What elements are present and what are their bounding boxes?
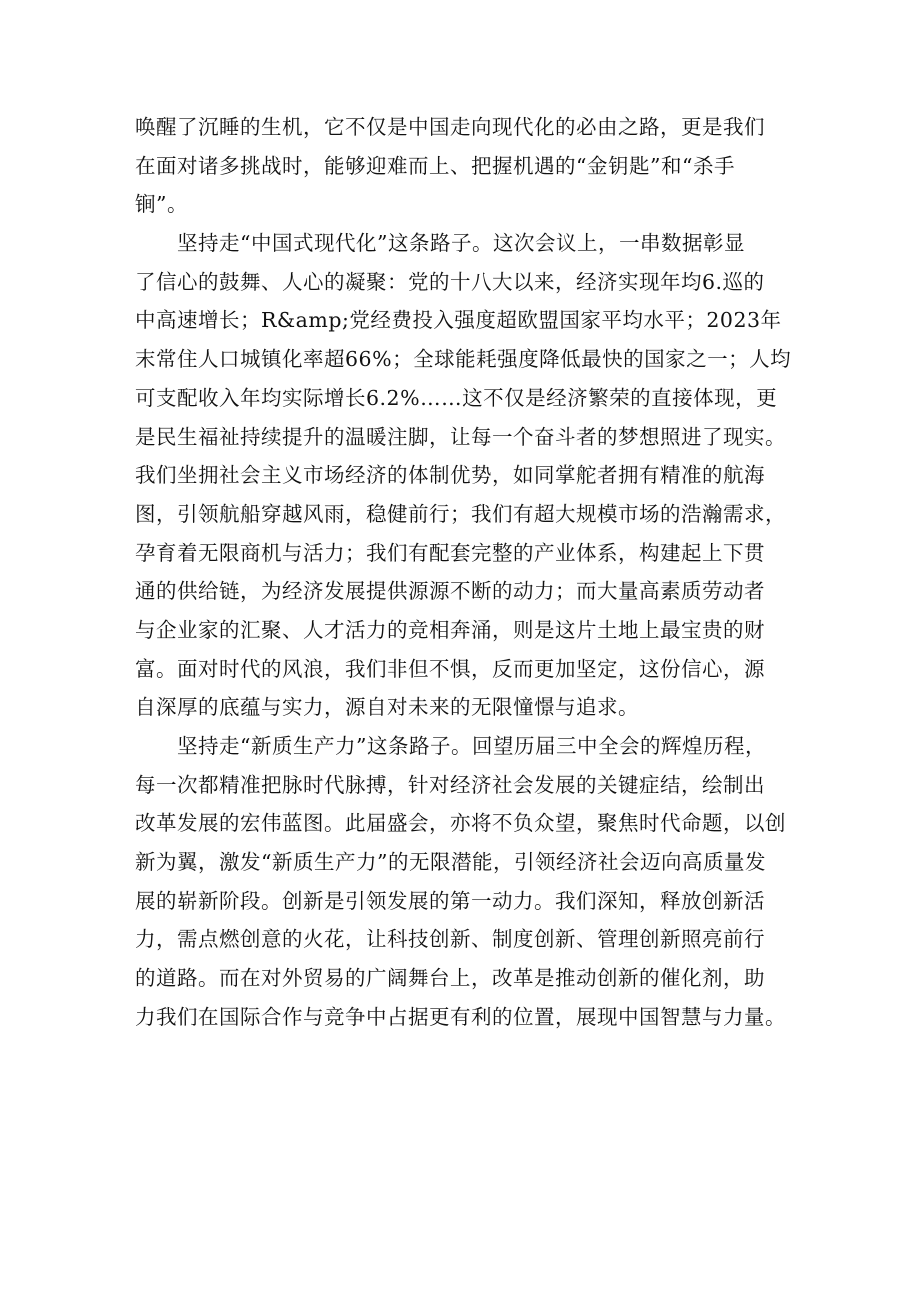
text-line: 锏”。 — [135, 192, 188, 217]
text-line: 与企业家的汇聚、人才活力的竞相奔涌，则是这片土地上最宝贵的财 — [135, 617, 765, 642]
text-line: 新为翼，激发“新质生产力”的无限潜能，引领经济社会迈向高质量发 — [135, 850, 766, 875]
text-line: 展的崭新阶段。创新是引领发展的第一动力。我们深知，释放创新活 — [135, 888, 765, 913]
text-line: 在面对诸多挑战时，能够迎难而上、把握机遇的“金钥匙”和“杀手 — [135, 153, 735, 178]
text-line: 力我们在国际合作与竞争中占据更有利的位置，展现中国智慧与力量。 — [135, 1004, 786, 1029]
text-line: 自深厚的底蕴与实力，源自对未来的无限憧憬与追求。 — [135, 695, 639, 720]
text-line: 每一次都精准把脉时代脉搏，针对经济社会发展的关键症结，绘制出 — [135, 772, 765, 797]
body-text — [135, 108, 795, 1037]
text-line: 孕育着无限商机与活力；我们有配套完整的产业体系，构建起上下贯 — [135, 540, 765, 565]
text-line: 的道路。而在对外贸易的广阔舞台上，改革是推动创新的催化剂，助 — [135, 966, 765, 991]
text-line: 通的供给链，为经济发展提供源源不断的动力；而大量高素质劳动者 — [135, 579, 765, 604]
text-line: 坚持走“新质生产力”这条路子。回望历届三中全会的辉煌历程， — [135, 734, 766, 758]
text-line: 坚持走“中国式现代化”这条路子。这次会议上，一串数据彰显 — [135, 231, 745, 256]
text-line: 力，需点燃创意的火花，让科技创新、制度创新、管理创新照亮前行 — [135, 927, 765, 952]
text-line: 我们坐拥社会主义市场经济的体制优势，如同掌舵者拥有精准的航海 — [135, 463, 765, 488]
text-line: 中高速增长；R&amp;党经费投入强度超欧盟国家平均水平；2023年 — [135, 308, 782, 333]
text-line: 可支配收入年均实际增长6.2%……这不仅是经济繁荣的直接体现，更 — [135, 385, 778, 410]
text-line: 改革发展的宏伟蓝图。此届盛会，亦将不负众望，聚焦时代命题，以创 — [135, 811, 786, 836]
text-line: 唤醒了沉睡的生机，它不仅是中国走向现代化的必由之路，更是我们 — [135, 115, 765, 139]
text-line: 是民生福祉持续提升的温暖注脚，让每一个奋斗者的梦想照进了现实。 — [135, 424, 786, 449]
text-line: 图，引领航船穿越风雨，稳健前行；我们有超大规模市场的浩瀚需求， — [135, 501, 786, 526]
text-line: 末常住人口城镇化率超66%；全球能耗强度降低最快的国家之一；人均 — [135, 347, 792, 372]
text-line: 富。面对时代的风浪，我们非但不惧，反而更加坚定，这份信心，源 — [135, 656, 765, 681]
text-line: 了信心的鼓舞、人心的凝聚：党的十八大以来，经济实现年均6.巡的 — [135, 269, 765, 294]
